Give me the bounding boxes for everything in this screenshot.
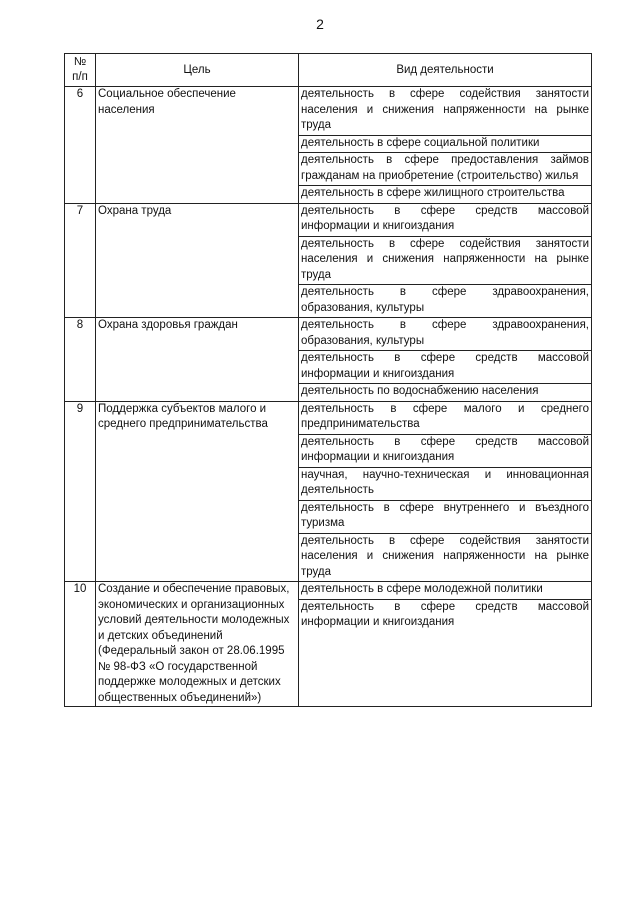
activity-item: деятельность по водоснабжению населения [299, 383, 591, 401]
table-header [65, 54, 592, 87]
activity-item: деятельность в сфере средств массовой информации и книгоиздания [299, 350, 591, 383]
activity-item: деятельность в сфере здравоохранения, образования, культуры [299, 284, 591, 317]
table-row [65, 401, 592, 582]
row-goal: Создание и обеспечение правовых, экономических и организационных условий деятельности молодежных и детских объединений (Федеральный закон от 28.06.1995 № 98-ФЗ «О государственной поддержке молодежных и детских общественных объединений») [96, 582, 299, 707]
row-activities [299, 87, 592, 204]
header-num-text: № п/п [72, 56, 88, 83]
row-goal: Социальное обеспечение населения [96, 87, 299, 204]
row-activities [299, 203, 592, 318]
row-number: 7 [65, 203, 96, 318]
activity-item: деятельность в сфере содействия занятости населения и снижения напряженности на рынке труда [301, 88, 589, 131]
row-number: 8 [65, 318, 96, 402]
row-activities [299, 401, 592, 582]
row-number: 6 [65, 87, 96, 204]
activity-item: научная, научно-техническая и инновационная деятельность [299, 467, 591, 500]
row-goal: Охрана здоровья граждан [96, 318, 299, 402]
activity-item: деятельность в сфере жилищного строительства [299, 185, 591, 203]
row-goal: Поддержка субъектов малого и среднего предпринимательства [96, 401, 299, 582]
activity-item: деятельность в сфере предоставления займов гражданам на приобретение (строительство) жилья [299, 152, 591, 185]
table-row [65, 582, 592, 707]
row-number: 9 [65, 401, 96, 582]
header-activity: Вид деятельности [299, 54, 592, 87]
table-row [65, 203, 592, 318]
activity-item: деятельность в сфере средств массовой информации и книгоиздания [299, 434, 591, 467]
activity-table [64, 53, 592, 707]
activity-item: деятельность в сфере внутреннего и въездного туризма [299, 500, 591, 533]
row-number: 10 [65, 582, 96, 707]
activity-item: деятельность в сфере средств массовой информации и книгоиздания [299, 599, 591, 632]
activity-item: деятельность в сфере содействия занятости населения и снижения напряженности на рынке труда [299, 533, 591, 582]
header-goal: Цель [96, 54, 299, 87]
activity-item: деятельность в сфере содействия занятости населения и снижения напряженности на рынке труда [299, 236, 591, 285]
activity-item: деятельность в сфере средств массовой информации и книгоиздания [301, 204, 589, 232]
activity-item: деятельность в сфере малого и среднего предпринимательства [301, 402, 589, 430]
table-body [65, 87, 592, 707]
row-activities [299, 318, 592, 402]
page-number: 2 [316, 16, 324, 32]
table-row [65, 87, 592, 204]
row-goal: Охрана труда [96, 203, 299, 318]
activity-item: деятельность в сфере здравоохранения, образования, культуры [301, 319, 589, 347]
activity-item: деятельность в сфере молодежной политики [301, 583, 543, 595]
activity-item: деятельность в сфере социальной политики [299, 135, 591, 153]
row-activities [299, 582, 592, 707]
header-num [65, 54, 96, 87]
table-row [65, 318, 592, 402]
